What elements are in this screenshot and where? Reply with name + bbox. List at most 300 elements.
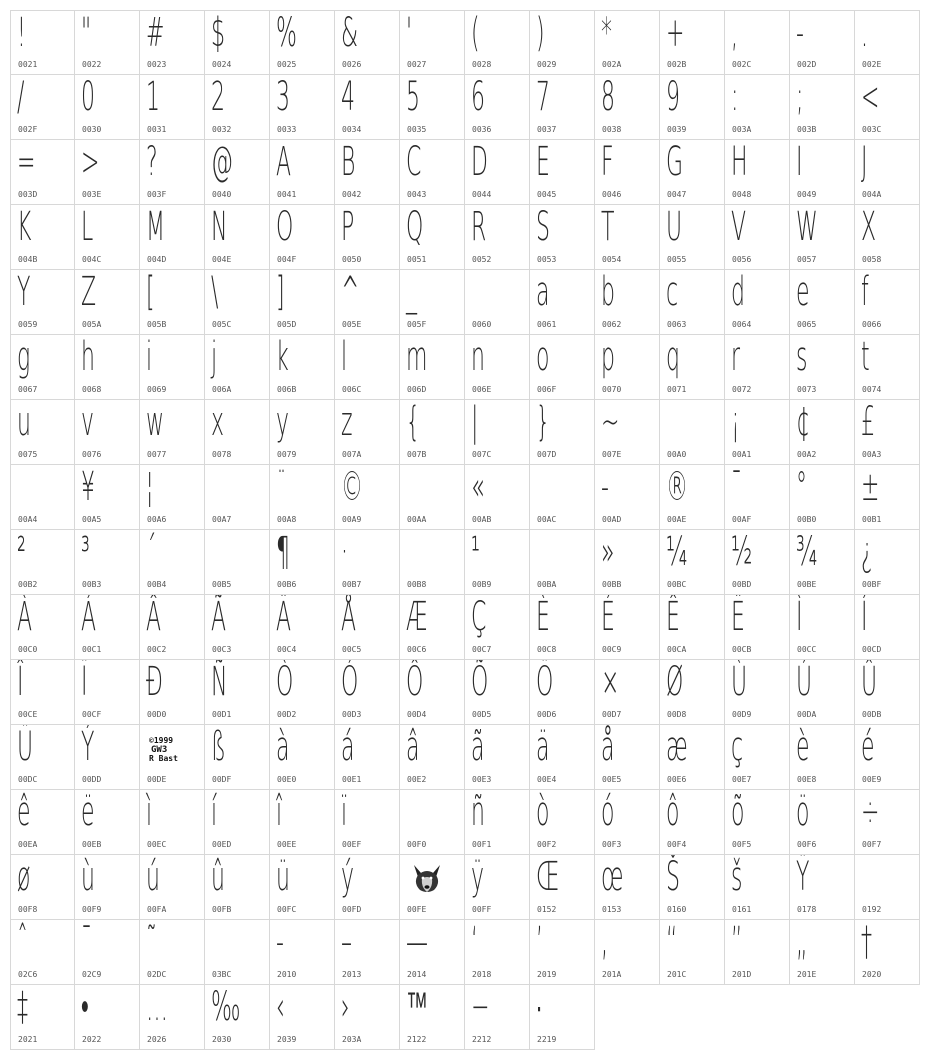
glyph-char: 9 xyxy=(666,75,680,120)
glyph-cell-00a3 xyxy=(855,400,920,465)
glyph-cell-0153 xyxy=(595,855,660,920)
glyph-char: Ó xyxy=(341,660,359,705)
glyph-code-label: 00E5 xyxy=(602,775,622,784)
glyph-char: o xyxy=(536,335,550,380)
svg-text:GW3: GW3 xyxy=(151,745,168,755)
glyph-code-label: 00F3 xyxy=(602,840,622,849)
glyph-cell-002f xyxy=(10,75,75,140)
glyph-code-label: 00EA xyxy=(18,840,38,849)
glyph-code-label: 201E xyxy=(797,970,817,979)
glyph-char: Ì xyxy=(796,595,803,640)
glyph-code-label: 00DE xyxy=(147,775,167,784)
glyph-code-label: 0032 xyxy=(212,125,232,134)
glyph-cell-00cb xyxy=(725,595,790,660)
glyph-cell-00c1 xyxy=(75,595,140,660)
glyph-char: d xyxy=(731,270,745,315)
glyph-cell-0161 xyxy=(725,855,790,920)
glyph-cell-005e xyxy=(335,270,400,335)
glyph-code-label: 0029 xyxy=(537,60,557,69)
glyph-cell-0047 xyxy=(660,140,725,205)
glyph-char: v xyxy=(81,400,95,445)
glyph-cell-0065 xyxy=(790,270,855,335)
glyph-char: ì xyxy=(146,790,153,835)
glyph-code-label: 00C4 xyxy=(277,645,297,654)
glyph-cell-003b xyxy=(790,75,855,140)
glyph-code-label: 00D9 xyxy=(732,710,752,719)
glyph-cell-0061 xyxy=(530,270,595,335)
glyph-char: 6 xyxy=(471,75,485,120)
glyph-cell-004b xyxy=(10,205,75,270)
glyph-code-label: 0036 xyxy=(472,125,492,134)
glyph-code-label: 00A1 xyxy=(732,450,752,459)
glyph-char: / xyxy=(17,75,25,120)
glyph-code-label: 00C6 xyxy=(407,645,427,654)
glyph-code-label: 00AC xyxy=(537,515,557,524)
glyph-cell-00fc xyxy=(270,855,335,920)
glyph-char: a xyxy=(536,270,550,315)
glyph-char: S xyxy=(536,205,550,250)
glyph-char: { xyxy=(406,400,420,445)
glyph-cell-0043 xyxy=(400,140,465,205)
glyph-char: ” xyxy=(731,920,743,965)
glyph-code-label: 2039 xyxy=(277,1035,297,1044)
glyph-char: N xyxy=(211,205,228,250)
glyph-code-label: 00D8 xyxy=(667,710,687,719)
glyph-char: . xyxy=(861,10,868,56)
glyph-cell-00b2 xyxy=(10,530,75,595)
glyph-char: 1 xyxy=(146,75,160,120)
glyph-char: ø xyxy=(17,855,31,900)
glyph-code-label: 00A3 xyxy=(862,450,882,459)
glyph-cell-006b xyxy=(270,335,335,400)
glyph-char: ‚ xyxy=(601,920,608,965)
glyph-code-label: 006C xyxy=(342,385,362,394)
glyph-code-label: 0048 xyxy=(732,190,752,199)
glyph-code-label: 007C xyxy=(472,450,492,459)
glyph-cell-0039 xyxy=(660,75,725,140)
glyph-cell-0152 xyxy=(530,855,595,920)
glyph-code-label: 0040 xyxy=(212,190,232,199)
glyph-char: ! xyxy=(17,10,26,56)
glyph-code-label: 0075 xyxy=(18,450,38,459)
glyph-cell-2021 xyxy=(10,985,75,1050)
glyph-char: 4 xyxy=(341,75,355,120)
glyph-code-label: 0050 xyxy=(342,255,362,264)
glyph-char: Y xyxy=(17,270,31,315)
glyph-cell-0069 xyxy=(140,335,205,400)
glyph-code-label: 0026 xyxy=(342,60,362,69)
glyph-char: · xyxy=(341,530,348,575)
glyph-cell-0046 xyxy=(595,140,660,205)
glyph-cell-00e8 xyxy=(790,725,855,790)
glyph-char: æ xyxy=(666,725,688,770)
glyph-char: l xyxy=(341,335,348,380)
glyph-cell-00df xyxy=(205,725,270,790)
glyph-char: ¦ xyxy=(146,465,154,510)
glyph-char: n xyxy=(471,335,485,380)
glyph-char: ) xyxy=(536,10,545,56)
glyph-code-label: 00EC xyxy=(147,840,167,849)
glyph-cell-00aa xyxy=(400,465,465,530)
glyph-char: » xyxy=(601,530,615,575)
glyph-char: I xyxy=(796,140,803,185)
glyph-code-label: 02C9 xyxy=(82,970,102,979)
glyph-cell-0058 xyxy=(855,205,920,270)
glyph-code-label: 0045 xyxy=(537,190,557,199)
glyph-cell-0077 xyxy=(140,400,205,465)
glyph-code-label: 003E xyxy=(82,190,102,199)
glyph-cell-0032 xyxy=(205,75,270,140)
glyph-cell-00da xyxy=(790,660,855,725)
glyph-code-label: 0161 xyxy=(732,905,752,914)
glyph-code-label: 005B xyxy=(147,320,167,329)
glyph-cell-00de xyxy=(140,725,205,790)
glyph-code-label: 003F xyxy=(147,190,167,199)
glyph-cell-201a xyxy=(595,920,660,985)
glyph-char: Š xyxy=(666,855,680,900)
glyph-code-label: 0023 xyxy=(147,60,167,69)
glyph-cell-00d8 xyxy=(660,660,725,725)
glyph-char: Ï xyxy=(81,660,88,705)
svg-text:R Bast: R Bast xyxy=(149,754,178,763)
glyph-code-label: 2026 xyxy=(147,1035,167,1044)
glyph-code-label: 00F0 xyxy=(407,840,427,849)
glyph-code-label: 003B xyxy=(797,125,817,134)
glyph-cell-005a xyxy=(75,270,140,335)
glyph-code-label: 00E6 xyxy=(667,775,687,784)
glyph-char: û xyxy=(211,855,225,900)
glyph-cell-00a2 xyxy=(790,400,855,465)
glyph-char: + xyxy=(666,10,685,56)
glyph-cell-0160 xyxy=(660,855,725,920)
glyph-cell-02dc xyxy=(140,920,205,985)
glyph-code-label: 00FB xyxy=(212,905,232,914)
glyph-char: Ã xyxy=(211,595,227,640)
glyph-code-label: 0047 xyxy=(667,190,687,199)
glyph-code-label: 0067 xyxy=(18,385,38,394)
glyph-code-label: 00A5 xyxy=(82,515,102,524)
glyph-code-label: 00BC xyxy=(667,580,687,589)
glyph-char: ¹ xyxy=(471,530,480,575)
glyph-cell-00a7 xyxy=(205,465,270,530)
glyph-code-label: 002C xyxy=(732,60,752,69)
glyph-char: $ xyxy=(211,10,225,56)
glyph-code-label: 00FF xyxy=(472,905,492,914)
glyph-cell-0029 xyxy=(530,10,595,75)
glyph-cell-0023 xyxy=(140,10,205,75)
glyph-code-label: 00EB xyxy=(82,840,102,849)
glyph-code-label: 2212 xyxy=(472,1035,492,1044)
glyph-char: ´ xyxy=(146,530,157,575)
glyph-char: « xyxy=(471,465,485,510)
glyph-cell-00d4 xyxy=(400,660,465,725)
glyph-char: ï xyxy=(341,790,348,835)
glyph-cell-00ed xyxy=(205,790,270,855)
glyph-cell-00e0 xyxy=(270,725,335,790)
glyph-cell-2026 xyxy=(140,985,205,1050)
glyph-char: q xyxy=(666,335,680,380)
glyph-code-label: 0060 xyxy=(472,320,492,329)
glyph-char: * xyxy=(601,10,612,56)
glyph-code-label: 0037 xyxy=(537,125,557,134)
glyph-code-label: 0049 xyxy=(797,190,817,199)
glyph-char: é xyxy=(861,725,875,770)
glyph-cell-00c2 xyxy=(140,595,205,660)
glyph-code-label: 00C5 xyxy=(342,645,362,654)
glyph-char: ˉ xyxy=(81,920,92,965)
glyph-cell-00ec xyxy=(140,790,205,855)
glyph-code-label: 00C1 xyxy=(82,645,102,654)
glyph-code-label: 00AF xyxy=(732,515,752,524)
glyph-char: ¿ xyxy=(861,530,873,575)
glyph-cell-00f3 xyxy=(595,790,660,855)
glyph-char: k xyxy=(276,335,289,380)
glyph-char: z xyxy=(341,400,353,445)
glyph-cell-00e4 xyxy=(530,725,595,790)
glyph-code-label: 201C xyxy=(667,970,687,979)
glyph-code-label: 0022 xyxy=(82,60,102,69)
glyph-cell-00fd xyxy=(335,855,400,920)
glyph-char: Ü xyxy=(17,725,34,770)
glyph-char: ™ xyxy=(406,985,428,1030)
glyph-code-label: 00F8 xyxy=(18,905,38,914)
glyph-char: ± xyxy=(861,465,880,510)
glyph-code-label: 0072 xyxy=(732,385,752,394)
glyph-char: ¨ xyxy=(276,465,287,510)
glyph-cell-002b xyxy=(660,10,725,75)
glyph-cell-0072 xyxy=(725,335,790,400)
glyph-cell-003f xyxy=(140,140,205,205)
glyph-char: “ xyxy=(666,920,678,965)
glyph-cell-00ad xyxy=(595,465,660,530)
glyph-code-label: 00DB xyxy=(862,710,882,719)
glyph-char: " xyxy=(81,10,92,56)
glyph-code-label: 0160 xyxy=(667,905,687,914)
glyph-cell-0022 xyxy=(75,10,140,75)
glyph-char: & xyxy=(341,10,359,56)
glyph-cell-0041 xyxy=(270,140,335,205)
glyph-cell-00f4 xyxy=(660,790,725,855)
glyph-code-label: 00B2 xyxy=(18,580,38,589)
glyph-char: R xyxy=(471,205,487,250)
glyph-code-label: 0068 xyxy=(82,385,102,394)
glyph-char: ^ xyxy=(341,270,360,315)
svg-text:©1999: ©1999 xyxy=(149,736,174,745)
glyph-char: − xyxy=(471,985,490,1030)
glyph-cell-00fe xyxy=(400,855,465,920)
glyph-code-label: 006A xyxy=(212,385,232,394)
glyph-cell-004e xyxy=(205,205,270,270)
glyph-cell-00a1 xyxy=(725,400,790,465)
glyph-code-label: 0038 xyxy=(602,125,622,134)
glyph-code-label: 2018 xyxy=(472,970,492,979)
glyph-cell-00ae xyxy=(660,465,725,530)
glyph-map-grid xyxy=(10,10,920,1050)
glyph-code-label: 006E xyxy=(472,385,492,394)
glyph-code-label: 0192 xyxy=(862,905,882,914)
glyph-code-label: 00CE xyxy=(18,710,38,719)
glyph-code-label: 0053 xyxy=(537,255,557,264)
glyph-cell-2030 xyxy=(205,985,270,1050)
glyph-cell-00a8 xyxy=(270,465,335,530)
glyph-code-label: 2010 xyxy=(277,970,297,979)
glyph-cell-007e xyxy=(595,400,660,465)
glyph-char: › xyxy=(341,985,350,1030)
glyph-code-label: 0073 xyxy=(797,385,817,394)
glyph-code-label: 00D7 xyxy=(602,710,622,719)
glyph-code-label: 00DC xyxy=(18,775,38,784)
glyph-cell-00dc xyxy=(10,725,75,790)
glyph-char: „ xyxy=(796,920,808,965)
glyph-char: î xyxy=(276,790,283,835)
glyph-code-label: 0056 xyxy=(732,255,752,264)
glyph-char: ~ xyxy=(601,400,620,445)
glyph-cell-005c xyxy=(205,270,270,335)
glyph-cell-0034 xyxy=(335,75,400,140)
glyph-code-label: 203A xyxy=(342,1035,362,1044)
glyph-cell-006e xyxy=(465,335,530,400)
glyph-code-label: 0063 xyxy=(667,320,687,329)
glyph-char: Ô xyxy=(406,660,424,705)
glyph-char: á xyxy=(341,725,355,770)
glyph-code-label: 2020 xyxy=(862,970,882,979)
glyph-code-label: 00D2 xyxy=(277,710,297,719)
glyph-cell-2212 xyxy=(465,985,530,1050)
glyph-cell-003d xyxy=(10,140,75,205)
glyph-code-label: 0074 xyxy=(862,385,882,394)
glyph-cell-0044 xyxy=(465,140,530,205)
glyph-cell-003e xyxy=(75,140,140,205)
glyph-cell-002e xyxy=(855,10,920,75)
glyph-char: ¢ xyxy=(796,400,810,445)
glyph-cell-0076 xyxy=(75,400,140,465)
glyph-char: c xyxy=(666,270,679,315)
glyph-code-label: 00DA xyxy=(797,710,817,719)
glyph-code-label: 00AE xyxy=(667,515,687,524)
glyph-code-label: 00E8 xyxy=(797,775,817,784)
glyph-char: K xyxy=(17,205,32,250)
glyph-code-label: 00BA xyxy=(537,580,557,589)
glyph-char: 5 xyxy=(406,75,420,120)
glyph-cell-005d xyxy=(270,270,335,335)
glyph-cell-0053 xyxy=(530,205,595,270)
glyph-char: u xyxy=(17,400,31,445)
glyph-code-label: 0046 xyxy=(602,190,622,199)
glyph-code-label: 0043 xyxy=(407,190,427,199)
glyph-code-label: 00CD xyxy=(862,645,882,654)
glyph-code-label: 0079 xyxy=(277,450,297,459)
glyph-char: â xyxy=(406,725,420,770)
glyph-code-label: 00E0 xyxy=(277,775,297,784)
glyph-char: y xyxy=(276,400,290,445)
glyph-char: Ç xyxy=(471,595,487,640)
glyph-code-label: 2022 xyxy=(82,1035,102,1044)
glyph-cell-0024 xyxy=(205,10,270,75)
glyph-code-label: 0071 xyxy=(667,385,687,394)
glyph-cell-0078 xyxy=(205,400,270,465)
glyph-char: F xyxy=(601,140,614,185)
glyph-char: Ð xyxy=(146,660,164,705)
glyph-char: ó xyxy=(601,790,615,835)
glyph-char: s xyxy=(796,335,808,380)
glyph-cell-00d1 xyxy=(205,660,270,725)
glyph-cell-0031 xyxy=(140,75,205,140)
glyph-char: ã xyxy=(471,725,485,770)
glyph-cell-00bc xyxy=(660,530,725,595)
glyph-char: ¾ xyxy=(796,530,818,575)
glyph-cell-006f xyxy=(530,335,595,400)
glyph-code-label: 00CB xyxy=(732,645,752,654)
glyph-cell-007b xyxy=(400,400,465,465)
glyph-code-label: 007B xyxy=(407,450,427,459)
glyph-char: ¶ xyxy=(276,530,290,575)
glyph-code-label: 002E xyxy=(862,60,882,69)
glyph-char: } xyxy=(536,400,550,445)
glyph-cell-00be xyxy=(790,530,855,595)
glyph-code-label: 00A8 xyxy=(277,515,297,524)
glyph-code-label: 00F2 xyxy=(537,840,557,849)
glyph-char: ö xyxy=(796,790,810,835)
glyph-code-label: 00C7 xyxy=(472,645,492,654)
glyph-cell-00e9 xyxy=(855,725,920,790)
glyph-char: Å xyxy=(341,595,357,640)
glyph-code-label: 003A xyxy=(732,125,752,134)
glyph-cell-0062 xyxy=(595,270,660,335)
glyph-char: O xyxy=(276,205,294,250)
glyph-cell-2013 xyxy=(335,920,400,985)
glyph-cell-00c6 xyxy=(400,595,465,660)
glyph-char: % xyxy=(276,10,297,56)
glyph-code-label: 0078 xyxy=(212,450,232,459)
glyph-cell-00f6 xyxy=(790,790,855,855)
glyph-char: 0 xyxy=(81,75,95,120)
glyph-cell-0051 xyxy=(400,205,465,270)
glyph-char: p xyxy=(601,335,615,380)
glyph-code-label: 0066 xyxy=(862,320,882,329)
glyph-code-label: 00EE xyxy=(277,840,297,849)
glyph-cell-00ce xyxy=(10,660,75,725)
glyph-code-label: 0039 xyxy=(667,125,687,134)
glyph-code-label: 00E3 xyxy=(472,775,492,784)
glyph-code-label: 2122 xyxy=(407,1035,427,1044)
glyph-cell-00ef xyxy=(335,790,400,855)
glyph-cell-00bd xyxy=(725,530,790,595)
glyph-cell-0079 xyxy=(270,400,335,465)
glyph-char: ² xyxy=(17,530,26,575)
glyph-cell-00b7 xyxy=(335,530,400,595)
glyph-cell-00bb xyxy=(595,530,660,595)
glyph-char: 8 xyxy=(601,75,615,120)
glyph-cell-00a6 xyxy=(140,465,205,530)
glyph-char: è xyxy=(796,725,810,770)
glyph-code-label: 0070 xyxy=(602,385,622,394)
glyph-char: ’ xyxy=(536,920,543,965)
glyph-code-label: 004D xyxy=(147,255,167,264)
glyph-cell-00c7 xyxy=(465,595,530,660)
glyph-cell-00d5 xyxy=(465,660,530,725)
glyph-char: G xyxy=(666,140,684,185)
glyph-char: À xyxy=(17,595,33,640)
glyph-char: Z xyxy=(81,270,97,315)
glyph-cell-00ab xyxy=(465,465,530,530)
glyph-code-label: 0031 xyxy=(147,125,167,134)
glyph-code-label: 00DD xyxy=(82,775,102,784)
glyph-code-label: 02C6 xyxy=(18,970,38,979)
glyph-char: ˆ xyxy=(17,920,28,965)
glyph-code-label: 00A0 xyxy=(667,450,687,459)
glyph-char: ô xyxy=(666,790,680,835)
glyph-cell-00af xyxy=(725,465,790,530)
